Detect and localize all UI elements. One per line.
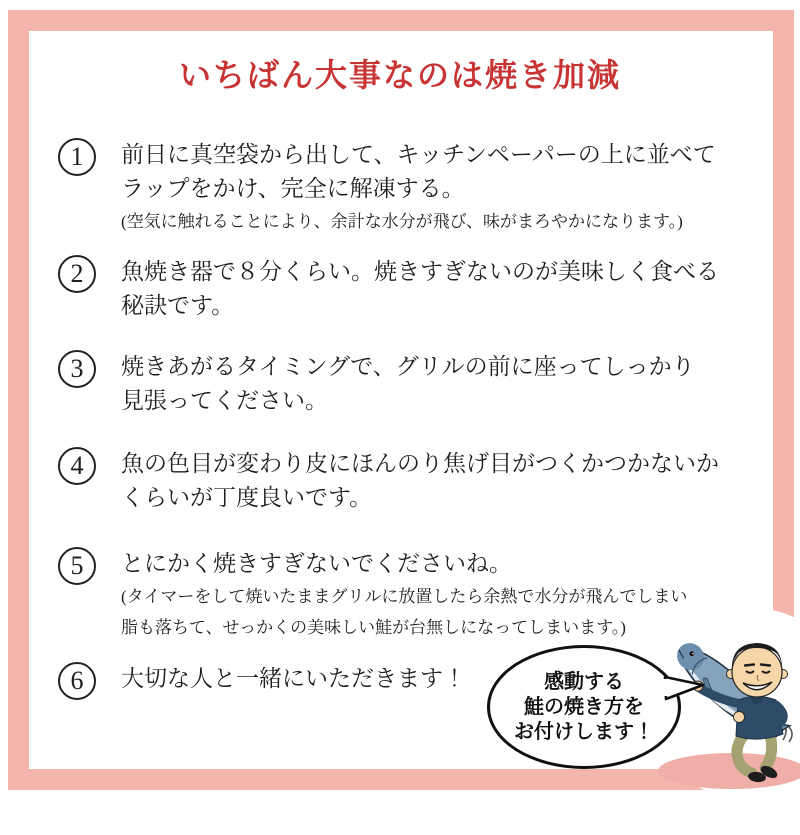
step-number-badge: 6 <box>58 662 96 700</box>
step-number-badge: 5 <box>58 547 96 585</box>
speech-bubble-line: 感動する <box>544 670 624 693</box>
speech-bubble-line: お付けします！ <box>514 720 654 743</box>
step-text <box>121 547 687 643</box>
speech-bubble-line: 鮭の焼き方を <box>524 695 644 718</box>
step-line: 秘訣です。 <box>121 293 235 318</box>
step-line: 焼きあがるタイミングで、グリルの前に座ってしっかり <box>121 354 695 379</box>
step-note: (タイマーをして焼いたままグリルに放置したら余熱で水分が飛んでしまい <box>121 587 688 606</box>
step-line: 魚焼き器で８分くらい。焼きすぎないのが美味しく食べる <box>121 259 719 284</box>
speech-bubble-tail <box>663 674 705 702</box>
step-item-2 <box>58 255 758 323</box>
page-title: いちばん大事なのは焼き加減 <box>178 57 621 93</box>
step-number-badge: 4 <box>58 447 96 485</box>
step-line: ラップをかけ、完全に解凍する。 <box>121 176 465 201</box>
step-text <box>121 138 716 237</box>
step-item-4 <box>58 447 758 515</box>
step-line: とにかく焼きすぎないでくださいね。 <box>121 551 512 576</box>
speech-bubble <box>487 645 681 769</box>
step-note: 脂も落ちて、せっかくの美味しい鮭が台無しになってしまいます。) <box>121 618 626 637</box>
step-number-badge: 2 <box>58 255 96 293</box>
step-text <box>121 662 466 696</box>
step-number-badge: 3 <box>58 350 96 388</box>
step-line: 前日に真空袋から出して、キッチンペーパーの上に並べて <box>121 142 716 167</box>
step-line: 見張ってください。 <box>121 388 328 413</box>
step-text <box>121 350 695 418</box>
step-item-3 <box>58 350 758 418</box>
step-note: (空気に触れることにより、余計な水分が飛び、味がまろやかになります。) <box>121 212 683 231</box>
step-text <box>121 255 719 323</box>
step-line: くらいが丁度良いです。 <box>121 485 373 510</box>
step-line: 大切な人と一緒にいただきます！ <box>121 666 466 691</box>
step-item-1 <box>58 138 758 237</box>
step-line: 魚の色目が変わり皮にほんのり焦げ目がつくかつかないか <box>121 451 719 476</box>
step-number-badge: 1 <box>58 138 96 176</box>
step-text <box>121 447 719 515</box>
